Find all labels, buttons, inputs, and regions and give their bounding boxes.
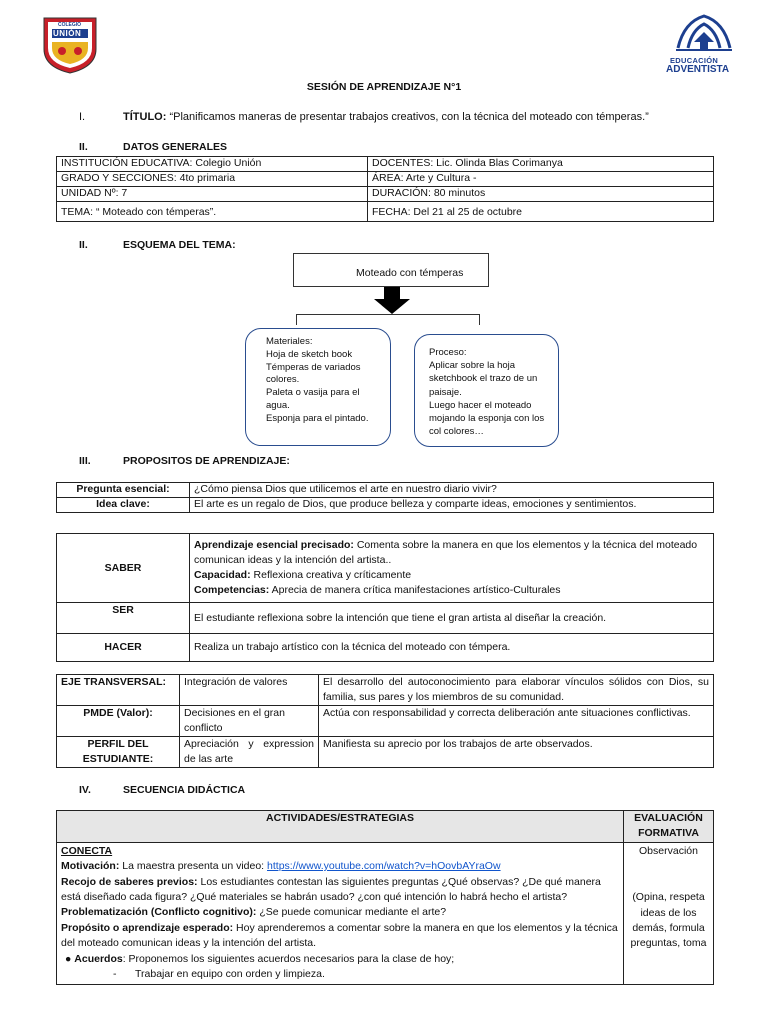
saber-ser-hacer-table bbox=[56, 533, 714, 662]
evaluacion-detalle: (Opina, respeta ideas de los demás, formula preguntas, toma bbox=[630, 891, 707, 950]
materials-item: Témperas de variados colores. bbox=[266, 361, 361, 386]
table-row bbox=[57, 534, 714, 603]
table-row bbox=[57, 172, 714, 187]
problematizacion bbox=[61, 905, 619, 920]
eje-label: PMDE (Valor): bbox=[57, 706, 180, 737]
title-label: TÍTULO: bbox=[123, 111, 167, 123]
evaluacion-header: EVALUACIÓN FORMATIVA bbox=[624, 811, 714, 843]
video-link[interactable]: https://www.youtube.com/watch?v=hOovbAYraOw bbox=[267, 860, 501, 873]
proposito-label: Propósito o aprendizaje esperado: bbox=[61, 921, 234, 934]
acuerdos-item-text: Trabajar en equipo con orden y limpieza. bbox=[135, 968, 325, 981]
table-cell: GRADO Y SECCIONES: 4to primaria bbox=[57, 172, 368, 187]
acuerdos-label: Acuerdos bbox=[74, 952, 123, 965]
table-row bbox=[57, 187, 714, 202]
table-cell: TEMA: “ Moteado con témperas”. bbox=[57, 202, 368, 222]
process-heading: Proceso: bbox=[429, 347, 467, 358]
motivacion-text: La maestra presenta un video: bbox=[119, 860, 268, 873]
acuerdos-text: : Proponemos los siguientes acuerdos necesarios para la clase de hoy; bbox=[122, 952, 455, 965]
acuerdos-item bbox=[61, 967, 619, 982]
process-item: Aplicar sobre la hoja sketchbook el trazo de un paisaje. bbox=[429, 360, 538, 398]
table-row bbox=[57, 157, 714, 172]
table-row bbox=[57, 202, 714, 222]
table-row bbox=[57, 811, 714, 843]
table-cell: DOCENTES: Lic. Olinda Blas Corimanya bbox=[368, 157, 714, 172]
table-cell: UNIDAD Nº: 7 bbox=[57, 187, 368, 202]
eje-value: Integración de valores bbox=[180, 675, 319, 706]
cap-text: Reflexiona creativa y críticamente bbox=[250, 569, 412, 581]
diagram-top-box bbox=[293, 253, 489, 287]
hacer-label: HACER bbox=[57, 634, 190, 662]
process-text bbox=[429, 346, 549, 438]
section-num: I. bbox=[79, 111, 86, 123]
eje-desc: Actúa con responsabilidad y correcta deliberación ante situaciones conflictivas. bbox=[319, 706, 714, 737]
section-num: II. bbox=[79, 141, 88, 153]
pregunta-table bbox=[56, 482, 714, 513]
ser-label: SER bbox=[57, 603, 190, 634]
logo-school-text: UNIÓN bbox=[53, 29, 82, 38]
section-label: ESQUEMA DEL TEMA: bbox=[123, 239, 236, 251]
table-row bbox=[57, 603, 714, 634]
proposito bbox=[61, 921, 619, 952]
section-num: III. bbox=[79, 455, 91, 467]
table-row bbox=[57, 498, 714, 513]
section-datos-heading bbox=[79, 141, 227, 153]
section-num: IV. bbox=[79, 784, 91, 796]
pregunta-label: Pregunta esencial: bbox=[57, 483, 190, 498]
eje-value: Apreciación y expression de las arte bbox=[180, 737, 319, 768]
bullet-icon: ● bbox=[65, 952, 72, 965]
section-secuencia-heading bbox=[79, 784, 245, 796]
saber-label: SABER bbox=[57, 534, 190, 603]
table-row bbox=[57, 737, 714, 768]
motivacion-label: Motivación: bbox=[61, 860, 120, 873]
materials-item: Paleta o vasija para el agua. bbox=[266, 387, 360, 411]
section-esquema-heading bbox=[79, 239, 236, 251]
problematizacion-label: Problematización (Conflicto cognitivo): bbox=[61, 906, 257, 919]
table-row bbox=[57, 483, 714, 498]
proposito-text: Hoy aprenderemos a comentar sobre la manera en que los elementos y la técnica del moteado comunican ideas y la intención del artista. bbox=[61, 921, 618, 950]
eje-label: EJE TRANSVERSAL: bbox=[57, 675, 180, 706]
ap-label: Aprendizaje esencial precisado: bbox=[194, 539, 354, 551]
datos-generales-table bbox=[56, 156, 714, 222]
table-cell: DURACIÓN: 80 minutos bbox=[368, 187, 714, 202]
table-row bbox=[57, 842, 714, 985]
diagram-connector-right bbox=[479, 315, 480, 325]
process-item: Luego hacer el moteado mojando la esponja con los col colores… bbox=[429, 399, 545, 438]
evaluacion-observacion: Observación bbox=[639, 844, 698, 857]
adventist-line1: EDUCACIÓN bbox=[670, 56, 719, 65]
saber-content bbox=[190, 534, 714, 603]
conecta-label: CONECTA bbox=[61, 844, 113, 857]
actividades-content bbox=[57, 842, 624, 985]
table-cell: INSTITUCIÓN EDUCATIVA: Colegio Unión bbox=[57, 157, 368, 172]
table-cell: ÁREA: Arte y Cultura - bbox=[368, 172, 714, 187]
eje-desc: El desarrollo del autoconocimiento para elaborar vínculos sólidos con Dios, su familia, sus pares y los miembros de su comunidad. bbox=[319, 675, 714, 706]
diagram-connector-left bbox=[296, 315, 297, 325]
secuencia-table bbox=[56, 810, 714, 985]
materials-item: Hoja de sketch book bbox=[266, 348, 353, 360]
comp-text: Aprecia de manera crítica manifestaciones artístico-Culturales bbox=[269, 584, 561, 596]
cap-label: Capacidad: bbox=[194, 569, 251, 581]
section-label: SECUENCIA DIDÁCTICA bbox=[123, 784, 246, 796]
section-label: PROPOSITOS DE APRENDIZAJE: bbox=[123, 455, 290, 467]
table-row bbox=[57, 675, 714, 706]
diagram-connector bbox=[296, 314, 480, 315]
materials-item: Esponja para el pintado. bbox=[266, 412, 369, 424]
section-title-1 bbox=[79, 111, 739, 123]
eje-desc: Manifiesta su aprecio por los trabajos de arte observados. bbox=[319, 737, 714, 768]
diagram-top-label: Moteado con témperas bbox=[356, 267, 464, 279]
adventist-line2: ADVENTISTA bbox=[666, 64, 730, 75]
recojo-label: Recojo de saberes previos: bbox=[61, 875, 198, 888]
ser-text: El estudiante reflexiona sobre la intención que tiene el gran artista al diseñar la creación. bbox=[190, 603, 714, 634]
adventist-logo bbox=[664, 12, 744, 76]
section-num: II. bbox=[79, 239, 88, 251]
diagram-arrow bbox=[372, 287, 412, 315]
process-box bbox=[414, 334, 559, 447]
table-cell: FECHA: Del 21 al 25 de octubre bbox=[368, 202, 714, 222]
table-row bbox=[57, 634, 714, 662]
logo-small-text: COLEGIO bbox=[58, 22, 82, 28]
acuerdos bbox=[61, 952, 619, 967]
materials-text bbox=[266, 336, 378, 426]
eje-value: Decisiones en el gran conflicto bbox=[180, 706, 319, 737]
page-title: SESIÓN DE APRENDIZAJE N°1 bbox=[306, 81, 462, 93]
evaluacion-content bbox=[624, 842, 714, 985]
actividades-header: ACTIVIDADES/ESTRATEGIAS bbox=[57, 811, 624, 843]
problematizacion-text: ¿Se puede comunicar mediante el arte? bbox=[256, 906, 447, 919]
materials-heading: Materiales: bbox=[266, 336, 313, 347]
comp-label: Competencias: bbox=[194, 584, 270, 596]
table-row bbox=[57, 706, 714, 737]
motivacion bbox=[61, 859, 619, 874]
materials-box bbox=[245, 328, 391, 446]
eje-table bbox=[56, 674, 714, 768]
school-logo bbox=[40, 15, 100, 75]
idea-label: Idea clave: bbox=[57, 498, 190, 513]
ap-text: Comenta sobre la manera en que los elementos y la técnica del moteado comunican ideas y la intención del artista.. bbox=[194, 539, 698, 566]
recojo bbox=[61, 875, 619, 906]
section-propositos-heading bbox=[79, 455, 290, 467]
eje-label: PERFIL DEL ESTUDIANTE: bbox=[57, 737, 180, 768]
section-label: DATOS GENERALES bbox=[123, 141, 228, 153]
hacer-text: Realiza un trabajo artístico con la técnica del moteado con témpera. bbox=[190, 634, 714, 662]
pregunta-text: ¿Cómo piensa Dios que utilicemos el arte en nuestro diario vivir? bbox=[190, 483, 714, 498]
dash-icon: - bbox=[113, 968, 117, 981]
idea-text: El arte es un regalo de Dios, que produce belleza y comparte ideas, emociones y sentimientos. bbox=[190, 498, 714, 513]
recojo-text: Los estudiantes contestan las siguientes preguntas ¿Qué observas? ¿De qué manera está diseñado cada figura? ¿Qué materiales se habrán usado? ¿con qué intención lo habrá hecho el artista? bbox=[61, 875, 601, 904]
title-text: “Planificamos maneras de presentar trabajos creativos, con la técnica del moteado con témperas.” bbox=[166, 111, 649, 123]
